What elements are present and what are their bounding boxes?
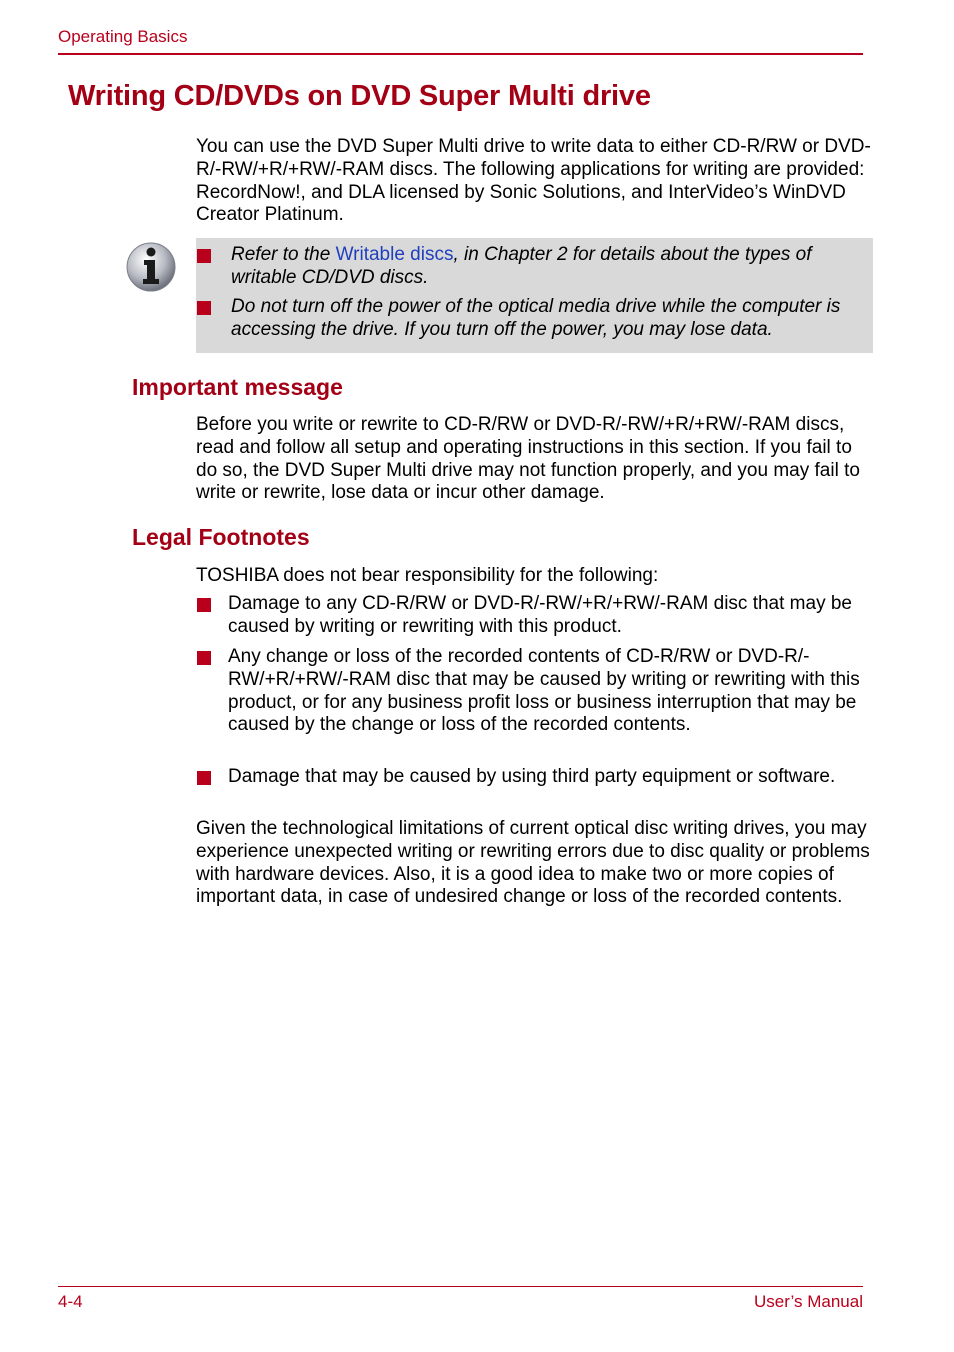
- footer-rule: [58, 1286, 863, 1287]
- info-icon: [125, 241, 177, 293]
- legal-lead: TOSHIBA does not bear responsibility for the following:: [196, 565, 659, 586]
- intro-paragraph: You can use the DVD Super Multi drive to write data to either CD-R/RW or DVD-R/-RW/+R/+RW/-RAM discs. The following applications for writing are provided: RecordNow!, and DLA licensed by Sonic Solutions, and InterVideo’s WinDVD Creator Platinum.: [196, 136, 871, 226]
- list-bullet: [197, 771, 211, 785]
- note-text: , in Chapter 2 for details about the types of writable CD/DVD discs.: [231, 244, 812, 288]
- page-number: 4-4: [58, 1292, 83, 1311]
- note-bullet: [197, 249, 211, 263]
- important-paragraph: Before you write or rewrite to CD-R/RW or DVD-R/-RW/+R/+RW/-RAM discs, read and follow all setup and operating instructions in this section. If you fail to do so, the DVD Super Multi drive may not function properly, and you may fail to write or rewrite, lose data or incur other damage.: [196, 414, 860, 504]
- page-title: Writing CD/DVDs on DVD Super Multi drive: [68, 80, 651, 112]
- manual-name: User’s Manual: [754, 1292, 863, 1311]
- header-rule: [58, 53, 863, 55]
- note-item-2: Do not turn off the power of the optical media drive while the computer is accessing the drive. If you turn off the power, you may lose data.: [231, 296, 841, 340]
- legal-heading: Legal Footnotes: [132, 524, 310, 550]
- running-header: Operating Basics: [58, 27, 188, 46]
- closing-paragraph: Given the technological limitations of current optical disc writing drives, you may experience unexpected writing or rewriting errors due to disc quality or problems with hardware devices. Also, it is a good idea to make two or more copies of important data, in case of undesired change or loss of the recorded contents.: [196, 818, 870, 908]
- list-item: Damage that may be caused by using third party equipment or software.: [228, 766, 836, 787]
- note-bullet: [197, 301, 211, 315]
- list-bullet: [197, 651, 211, 665]
- note-text: Refer to the: [231, 244, 336, 265]
- list-item: Any change or loss of the recorded contents of CD-R/RW or DVD-R/-RW/+R/+RW/-RAM disc that may be caused by writing or rewriting with this product, or for any business profit loss or business interruption that may be caused by the change or loss of the recorded contents.: [228, 646, 860, 736]
- note-item-1: [231, 244, 871, 290]
- writable-discs-link[interactable]: Writable discs: [335, 244, 454, 265]
- list-bullet: [197, 598, 211, 612]
- list-item: Damage to any CD-R/RW or DVD-R/-RW/+R/+RW/-RAM disc that may be caused by writing or rewriting with this product.: [228, 593, 852, 637]
- important-heading: Important message: [132, 374, 343, 400]
